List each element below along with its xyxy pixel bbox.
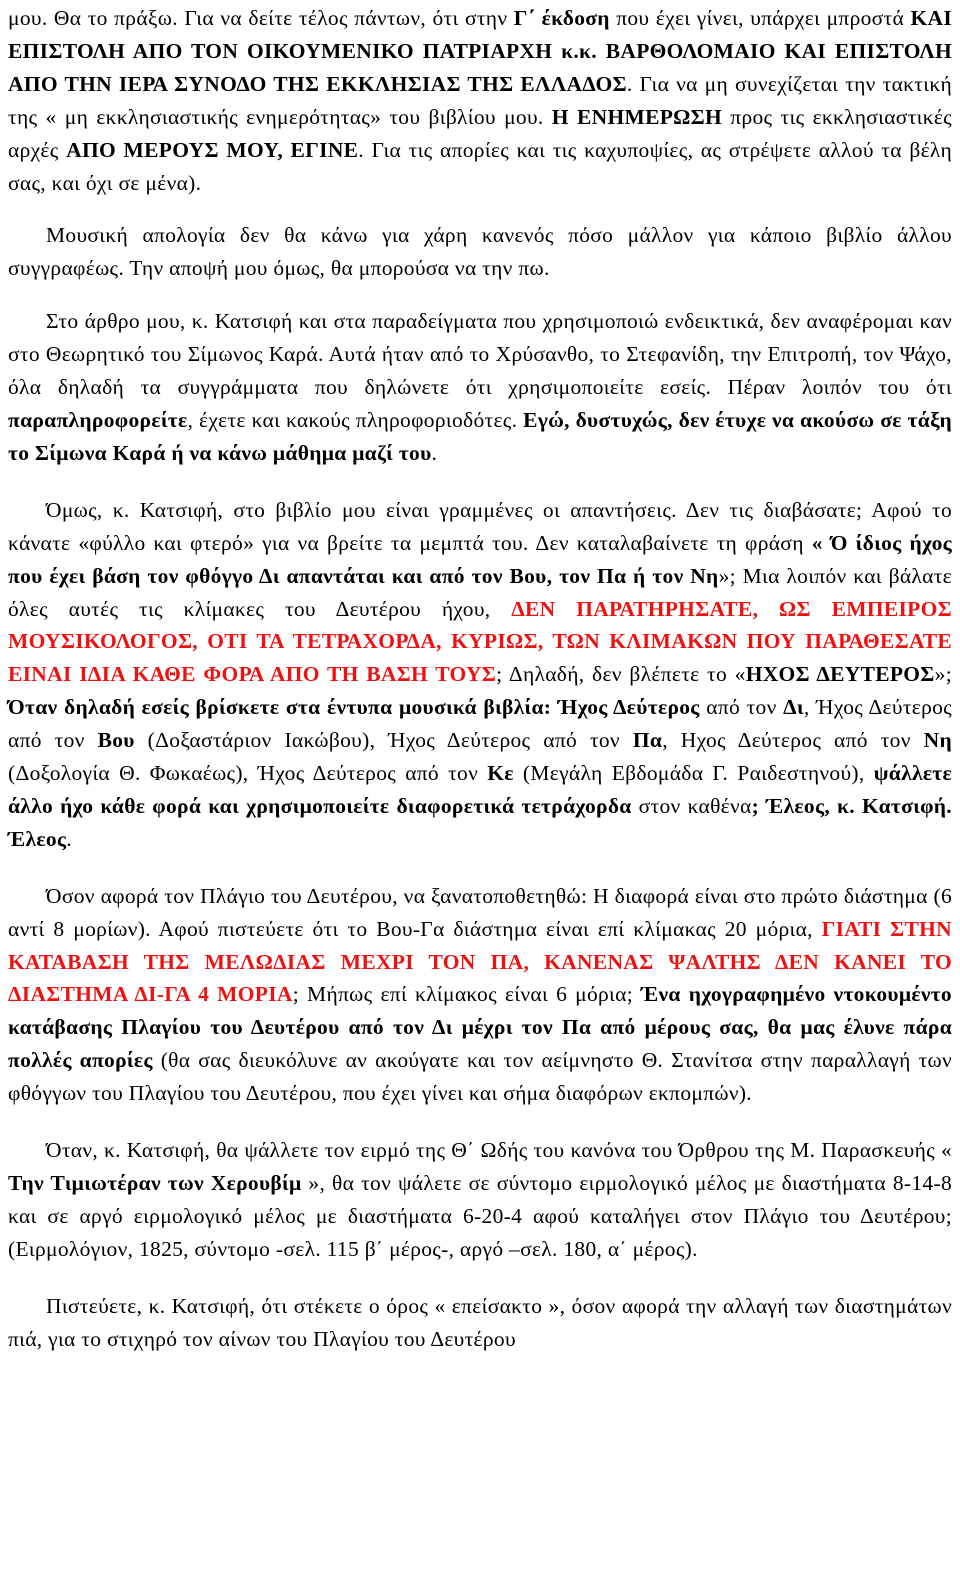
body-text: ; Μήπως επί κλίμακος είναι 6 μόρια; bbox=[292, 982, 642, 1007]
paragraph-second-mode bbox=[8, 494, 952, 856]
bold-text: ΚΑΙ ΕΠΙΣΤΟΛΗ ΑΠΟ ΤΟΝ ΟΙΚΟΥΜΕΝΙΚΟ ΠΑΤΡΙΑΡΧΗ κ.κ. ΒΑΡΘΟΛΟΜΑΙΟ ΚΑΙ ΕΠΙΣΤΟΛΗ ΑΠΟ ΤΗΝ ΙΕΡΑ ΣΥΝΟΔΟ ΤΗΣ ΕΚΚΛΗΣΙΑΣ ΤΗΣ ΕΛΛΑΔΟΣ bbox=[8, 6, 952, 96]
body-text: , Ήχος Δεύτερος από τον bbox=[8, 695, 952, 753]
body-text: μου. Θα το πράξω. Για να δείτε τέλος πάντων, ότι στην bbox=[8, 6, 514, 30]
body-text: στον καθένα bbox=[631, 793, 752, 818]
body-text: . bbox=[431, 440, 438, 465]
body-text: Στο άρθρο μου, κ. Κατσιφή και στα παραδείγματα που χρησιμοποιώ ενδεικτικά, δεν αναφέρομαι καν στο Θεωρητικό του Σίμωνος Καρά. Αυτά ήταν από το Χρύσανθο, το Στεφανίδη, την Επιτροπή, τον Ψάχο, όλα δηλαδή τα συγγράμματα που δηλώνετε ότι χρησιμοποιείτε εσείς. Πέραν λοιπόν του ότι bbox=[8, 309, 952, 400]
bold-text: Πα bbox=[632, 728, 663, 753]
body-text: (Δοξαστάριον Ιακώβου), Ήχος Δεύτερος από τον bbox=[134, 728, 633, 753]
body-text: . Για να μη συνεχίζεται την τακτική της « μη εκκλησιαστικής ενημερότητας» του βιβλίου μου. bbox=[8, 71, 952, 129]
body-text: (θα σας διευκόλυνε αν ακούγατε και τον αείμνηστο Θ. Στανίτσα στην παραλλαγή των φθόγγων του Πλαγίου του Δευτέρου, που έχει γίνει και σήμα διαφόρων εκπομπών). bbox=[8, 1048, 952, 1106]
bold-text: Κε bbox=[487, 761, 514, 786]
paragraph-heirmos bbox=[8, 1134, 952, 1266]
body-text: Όταν, κ. Κατσιφή, θα ψάλλετε τον ειρμό της Θ΄ Ωδής του κανόνα του Όρθρου της Μ. Παρασκευής « bbox=[46, 1138, 952, 1163]
body-text: (Μεγάλη Εβδομάδα Γ. Ραιδεστηνού), bbox=[513, 761, 874, 786]
body-text: . Για τις απορίες και τις καχυποψίες, ας στρέψετε αλλού τα βέλη σας, και όχι σε μένα). bbox=[8, 137, 952, 195]
paragraph-epeisakto bbox=[8, 1290, 952, 1356]
body-text: , Ηχος Δεύτερος από τον bbox=[662, 728, 924, 753]
body-text: ; Δηλαδή, δεν βλέπετε το « bbox=[496, 662, 746, 687]
body-text: Όμως, κ. Κατσιφή, στο βιβλίο μου είναι γραμμένες οι απαντήσεις. Δεν τις διαβάσατε; Αφού το κάνατε «φύλλο και φτερό» για να βρείτε τα μεμπτά του. Δεν καταλαβαίνετε τη φράση bbox=[8, 497, 952, 555]
bold-text: ΗΧΟΣ ΔΕΥΤΕΡΟΣ bbox=[745, 662, 935, 687]
paragraph-music-apology bbox=[8, 219, 952, 285]
emphasis-red-text: ΓΙΑΤΙ ΣΤΗΝ ΚΑΤΑΒΑΣΗ ΤΗΣ ΜΕΛΩΔΙΑΣ ΜΕΧΡΙ ΤΟΝ ΠΑ, ΚΑΝΕΝΑΣ ΨΑΛΤΗΣ ΔΕΝ ΚΑΝΕΙ ΤΟ ΔΙΑΣΤΗΜΑ ΔΙ-ΓΑ 4 ΜΟΡΙΑ bbox=[8, 916, 952, 1007]
bold-text: ΑΠΟ ΜΕΡΟΥΣ ΜΟΥ, ΕΓΙΝΕ bbox=[66, 137, 359, 162]
bold-text: ψάλλετε άλλο ήχο κάθε φορά και χρησιμοποιείτε διαφορετικά τετράχορδα bbox=[8, 761, 952, 818]
body-text: από τον bbox=[699, 695, 784, 720]
paragraph-plagal-second bbox=[8, 880, 952, 1110]
paragraph-continuation bbox=[8, 2, 952, 199]
emphasis-red-text: ΔΕΝ ΠΑΡΑΤΗΡΗΣΑΤΕ, ΩΣ ΕΜΠΕΙΡΟΣ ΜΟΥΣΙΚΟΛΟΓΟΣ, ΟΤΙ ΤΑ ΤΕΤΡΑΧΟΡΔΑ, ΚΥΡΙΩΣ, ΤΩΝ ΚΛΙΜΑΚΩΝ ΠΟΥ ΠΑΡΑΘΕΣΑΤΕ ΕΙΝΑΙ ΙΔΙΑ ΚΑΘΕ ΦΟΡΑ ΑΠΟ ΤΗ ΒΑΣΗ ΤΟΥΣ bbox=[8, 596, 952, 687]
bold-text: Εγώ, δυστυχώς, δεν έτυχε να ακούσω σε τάξη το Σίμωνα Καρά ή να κάνω μάθημα μαζί του bbox=[8, 407, 952, 465]
body-text: Πιστεύετε, κ. Κατσιφή, ότι στέκετε ο όρος « επείσακτο », όσον αφορά την αλλαγή των διαστημάτων πιά, για το στιχηρό τον αίνων του Πλαγίου του Δευτέρου bbox=[8, 1293, 952, 1351]
body-text: », θα τον ψάλετε σε σύντομο ειρμολογικό μέλος με διαστήματα 8-14-8 και σε αργό ειρμολογικό μέλος με διαστήματα 6-20-4 αφού καταλήγει στον Πλάγιο του Δευτέρου; (Ειρμολόγιον, 1825, σύντομο -σελ. 115 β΄ μέρος-, αργό –σελ. 180, α΄ μέρος). bbox=[8, 1171, 952, 1261]
bold-text: Η ΕΝΗΜΕΡΩΣΗ bbox=[551, 104, 723, 129]
document-page bbox=[0, 2, 960, 1586]
bold-text: ; Έλεος, κ. Κατσιφή. Έλεος bbox=[8, 793, 952, 851]
body-text: »; Μια λοιπόν και βάλατε όλες αυτές τις κλίμακες του Δευτέρου ήχου, bbox=[8, 563, 952, 621]
paragraph-article-examples bbox=[8, 305, 952, 470]
bold-text: Όταν δηλαδή εσείς βρίσκετε στα έντυπα μουσικά βιβλία: Ήχος Δεύτερος bbox=[8, 695, 700, 720]
bold-text: παραπληροφορείτε bbox=[8, 407, 188, 432]
bold-text: Γ΄ έκδοση bbox=[513, 6, 610, 30]
bold-text: Βου bbox=[97, 728, 135, 753]
bold-text: « Ό ίδιος ήχος που έχει βάση τον φθόγγο Δι απαντάται και από τον Βου, τον Πα ή τον Νη bbox=[8, 530, 952, 588]
body-text: που έχει γίνει, υπάρχει μπροστά bbox=[609, 6, 911, 30]
bold-text: Ένα ηχογραφημένο ντοκουμέντο κατάβασης Πλαγίου του Δευτέρου από τον Δι μέχρι τον Πα από μέρους σας, θα μας έλυνε πάρα πολλές απορίες bbox=[8, 982, 952, 1073]
body-text: Όσον αφορά τον Πλάγιο του Δευτέρου, να ξανατοποθετηθώ: Η διαφορά είναι στο πρώτο διάστημα (6 αντί 8 μορίων). Αφού πιστεύετε ότι το Βου-Γα διάστημα είναι επί κλίμακας 20 μόρια, bbox=[8, 883, 952, 941]
body-text: προς τις εκκλησιαστικές αρχές bbox=[8, 104, 952, 162]
body-text: Μουσική απολογία δεν θα κάνω για χάρη κανενός πόσο μάλλον για κάποιο βιβλίο άλλου συγγραφέως. Την αποψή μου όμως, θα μπορούσα να την πω. bbox=[8, 223, 952, 281]
body-text: »; bbox=[934, 662, 952, 687]
body-text: (Δοξολογία Θ. Φωκαέως), Ήχος Δεύτερος από τον bbox=[8, 761, 488, 786]
body-text: , έχετε και κακούς πληροφοριοδότες. bbox=[187, 407, 524, 432]
body-text: . bbox=[66, 826, 72, 851]
bold-text: Δι bbox=[783, 695, 804, 720]
bold-text: Νη bbox=[923, 728, 952, 753]
bold-text: Την Τιμιωτέραν των Χερουβίμ bbox=[8, 1171, 302, 1195]
